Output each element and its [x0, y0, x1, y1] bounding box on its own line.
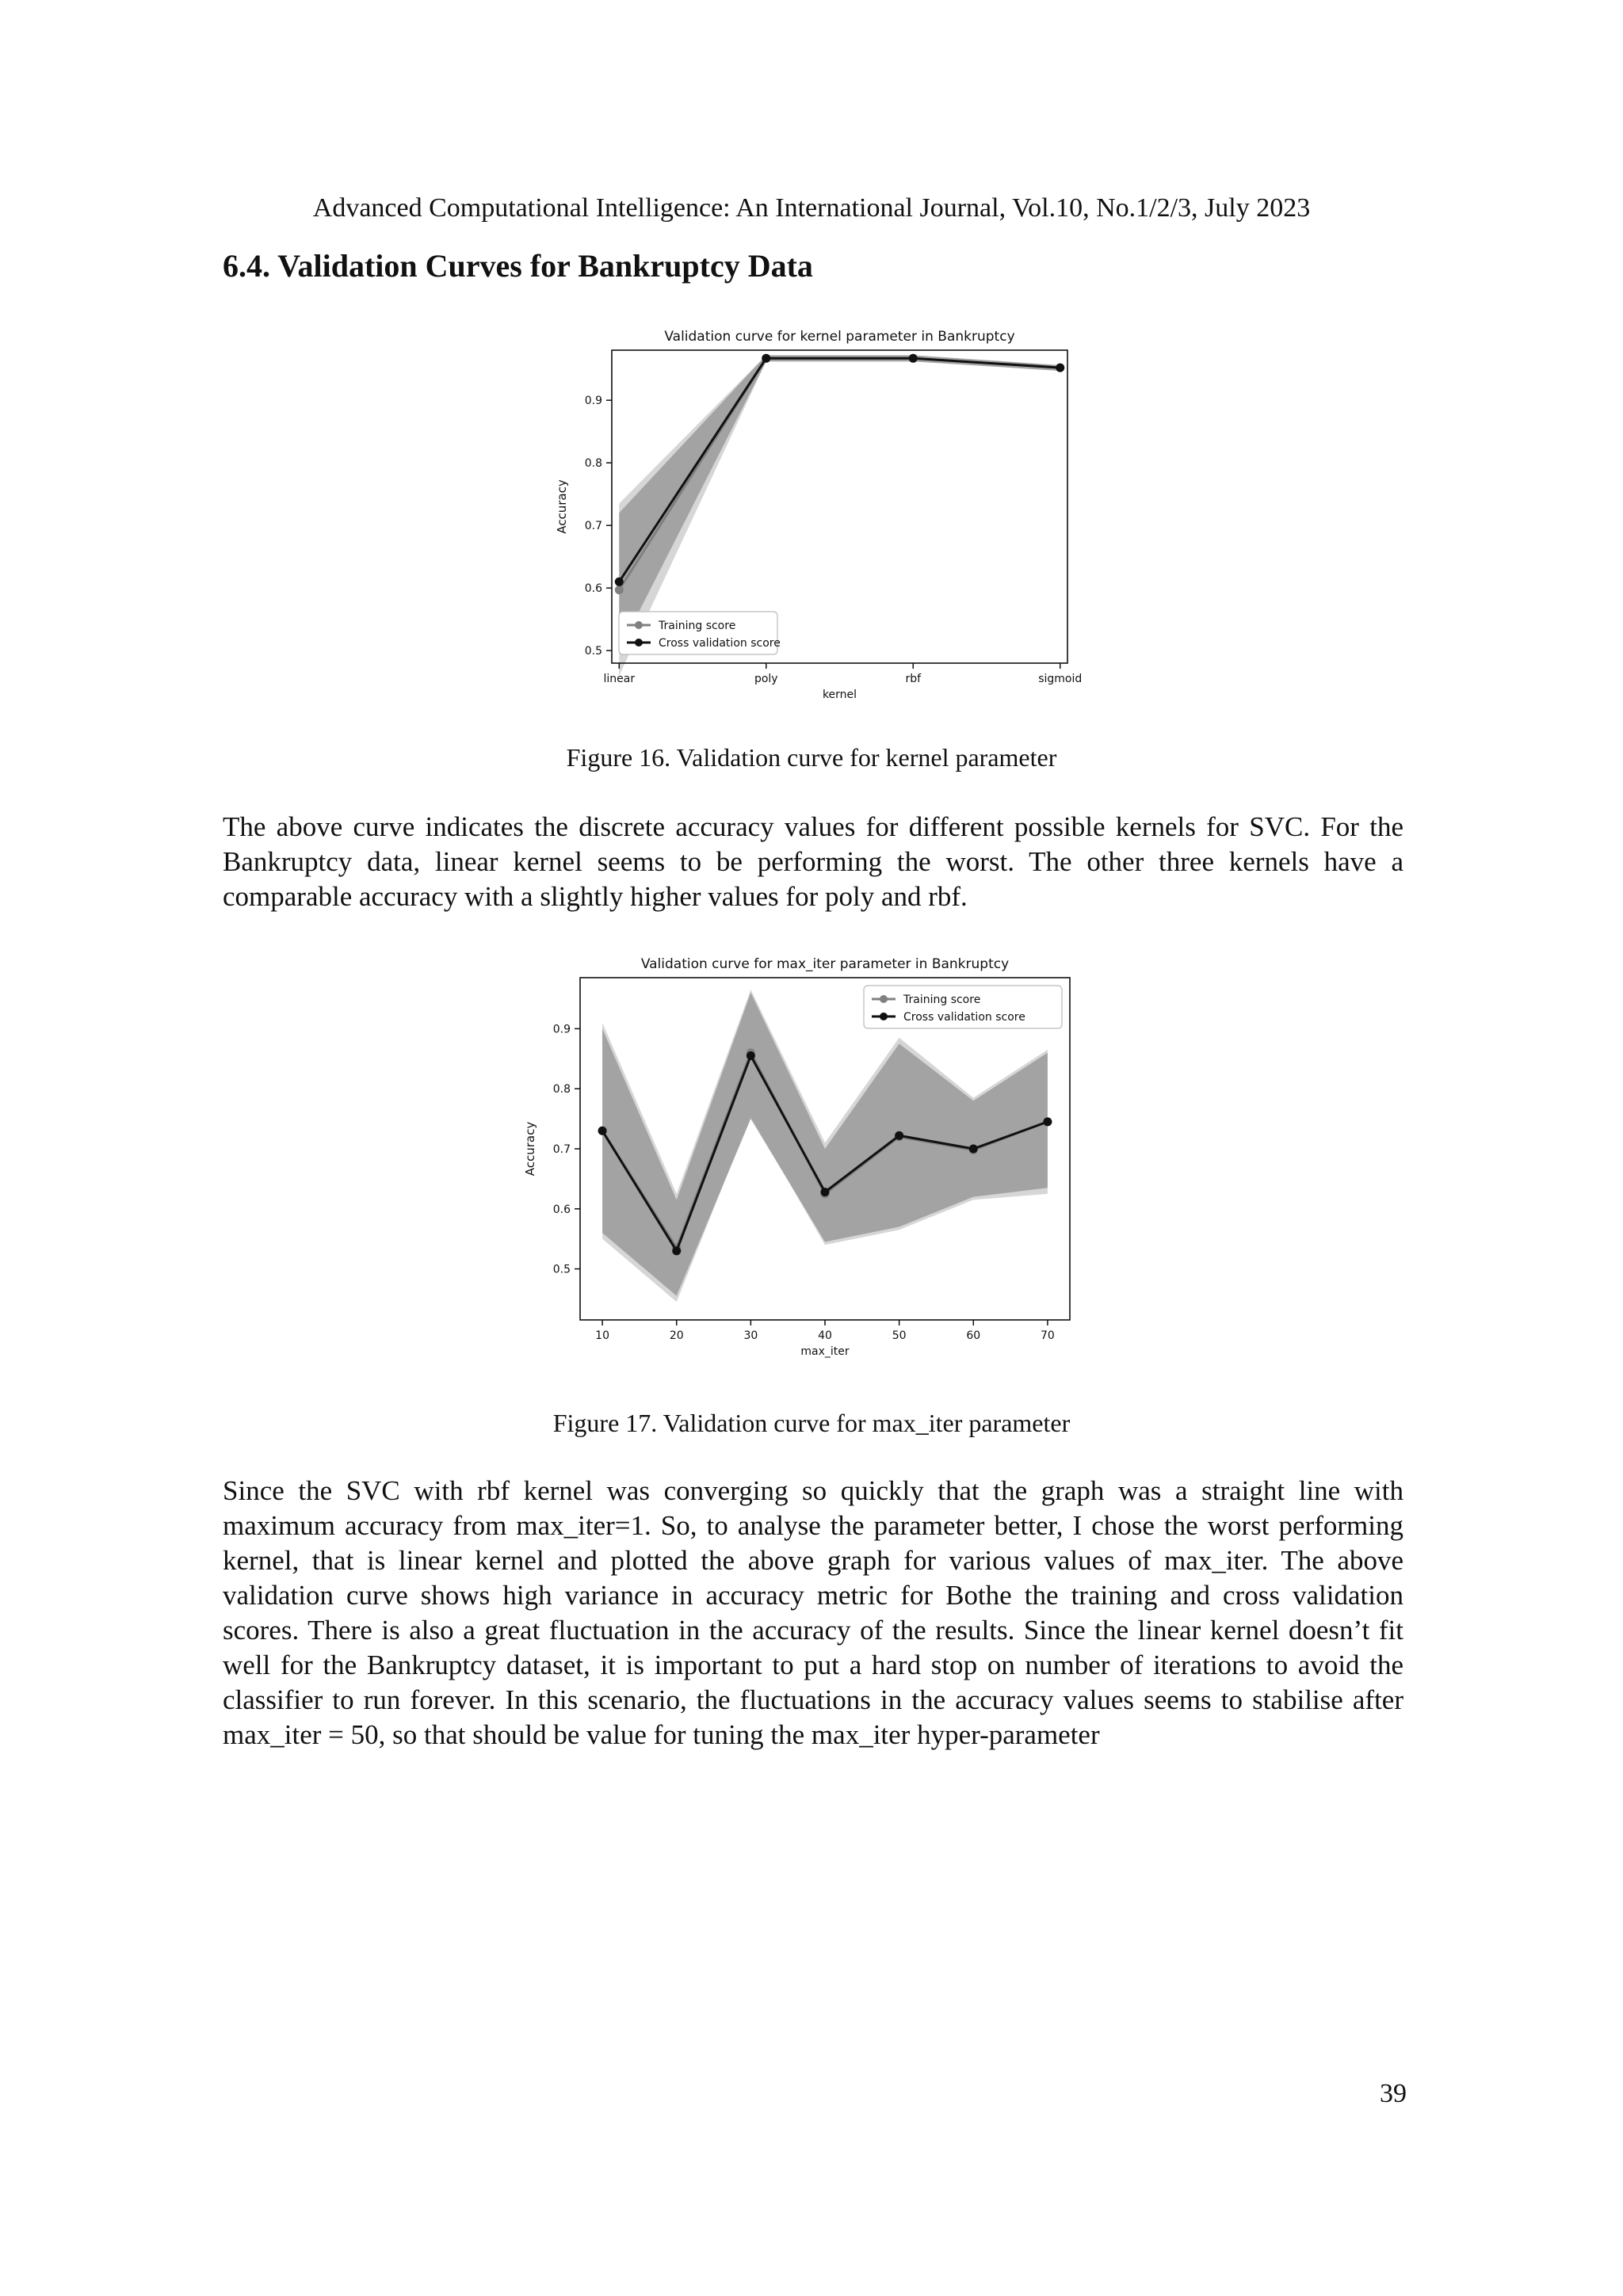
cv-point — [1056, 364, 1064, 372]
x-axis-label: kernel — [822, 688, 857, 701]
legend-label: Cross validation score — [659, 637, 781, 650]
y-tick-label: 0.7 — [584, 520, 602, 533]
y-tick-label: 0.6 — [584, 582, 602, 596]
x-axis-label: max_iter — [800, 1345, 850, 1358]
y-tick-label: 0.6 — [552, 1203, 571, 1216]
cv-point — [747, 1051, 755, 1060]
y-tick-label: 0.8 — [584, 457, 602, 471]
x-tick-label: 30 — [743, 1329, 758, 1342]
y-tick-label: 0.9 — [584, 395, 602, 408]
legend-swatch-marker — [880, 995, 888, 1003]
legend-swatch-marker — [880, 1013, 888, 1020]
cv-point — [909, 354, 918, 363]
y-tick-label: 0.7 — [552, 1143, 571, 1156]
paragraph-2: Since the SVC with rbf kernel was converging so quickly that the graph was a straight line with maximum accuracy from max_iter=1. So, to analyse the parameter better, I chose the worst performing kernel, that is linear kernel and plotted the above graph for various values of max_iter. The above validation curve shows high variance in accuracy metric for Bothe the training and cross validation scores. There is also a great fluctuation in the accuracy of the results. Since the linear kernel doesn’t fit well for the Bankruptcy dataset, it is important to put a hard stop on number of iterations to avoid the classifier to run forever. In this scenario, the fluctuations in the accuracy values seems to stabilise after max_iter = 50, so that should be value for tuning the max_iter hyper-parameter — [223, 1475, 1403, 1750]
band-cross-validation — [619, 355, 1060, 650]
y-tick-label: 0.8 — [552, 1083, 571, 1097]
y-axis-label: Accuracy — [555, 479, 569, 534]
x-tick-label: 50 — [892, 1329, 907, 1342]
y-axis-label: Accuracy — [523, 1121, 537, 1177]
x-tick-label: 60 — [966, 1329, 981, 1342]
cv-point — [598, 1127, 607, 1135]
kernel-validation-chart — [547, 317, 1094, 713]
cv-point — [615, 578, 624, 586]
legend-label: Training score — [903, 994, 981, 1006]
cv-point — [895, 1131, 903, 1140]
y-tick-label: 0.5 — [584, 645, 602, 658]
legend-label: Training score — [659, 620, 736, 632]
x-tick-label: 70 — [1040, 1329, 1055, 1342]
cv-point — [672, 1246, 681, 1255]
legend-swatch-marker — [635, 621, 643, 629]
training-point — [615, 585, 624, 594]
chart-title: Validation curve for max_iter parameter in Bankruptcy — [640, 956, 1010, 972]
x-tick-label: rbf — [905, 673, 922, 685]
chart-title: Validation curve for kernel parameter in Bankruptcy — [664, 329, 1015, 345]
paragraph-1: The above curve indicates the discrete accuracy values for different possible kernels for SVC. For the Bankruptcy data, linear kernel seems to be performing the worst. The other three kernels have a comparable accuracy with a slightly higher values for poly and rbf. — [223, 811, 1403, 912]
cv-point — [1043, 1117, 1052, 1126]
x-tick-label: linear — [603, 673, 636, 685]
legend-label: Cross validation score — [903, 1011, 1025, 1024]
x-tick-label: sigmoid — [1038, 673, 1083, 685]
x-tick-label: 40 — [818, 1329, 832, 1342]
x-tick-label: 20 — [669, 1329, 684, 1342]
cv-point — [821, 1188, 830, 1196]
figure17-caption: Figure 17. Validation curve for max_iter parameter — [552, 1409, 1071, 1437]
x-tick-label: poly — [754, 673, 778, 685]
page-number: 39 — [1380, 2079, 1407, 2108]
x-tick-label: 10 — [595, 1329, 610, 1342]
section-title: 6.4. Validation Curves for Bankruptcy Data — [223, 248, 813, 284]
cv-point — [969, 1145, 978, 1154]
y-tick-label: 0.9 — [552, 1023, 571, 1036]
figure16-caption: Figure 16. Validation curve for kernel parameter — [566, 743, 1057, 772]
max-iter-validation-chart — [523, 944, 1094, 1380]
legend-swatch-marker — [635, 639, 643, 646]
cv-point — [762, 354, 770, 363]
journal-header: Advanced Computational Intelligence: An International Journal, Vol.10, No.1/2/3, July 2023 — [312, 193, 1311, 223]
y-tick-label: 0.5 — [552, 1263, 571, 1276]
